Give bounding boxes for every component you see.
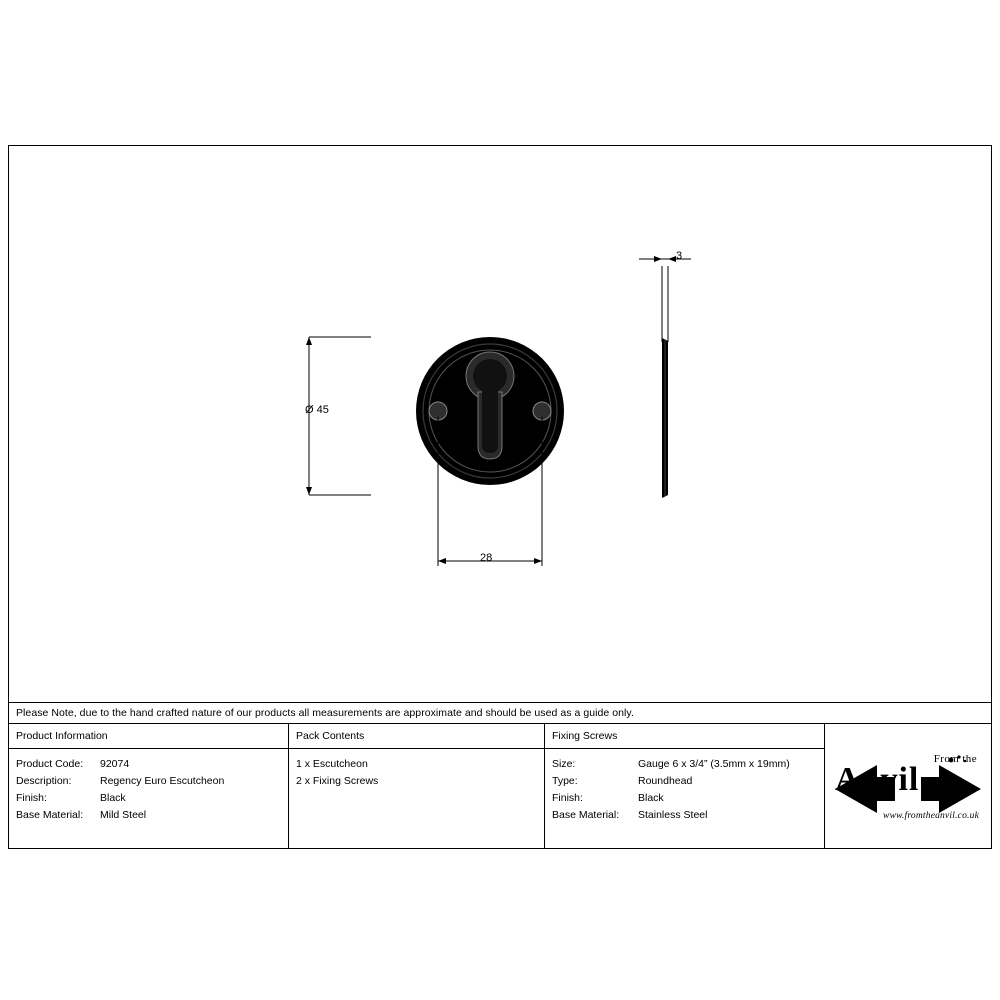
diameter-dimension	[306, 337, 371, 495]
thickness-label: 3	[676, 250, 683, 262]
table-row	[552, 807, 824, 824]
table-row	[16, 773, 288, 790]
brand-logo	[825, 724, 991, 848]
screw-base-material-label: Base Material:	[552, 809, 620, 821]
thickness-dimension	[639, 256, 691, 342]
list-item: 2 x Fixing Screws	[296, 775, 379, 787]
finish-value: Black	[100, 792, 126, 804]
technical-drawing-sheet	[8, 145, 992, 849]
fixing-screws-list	[545, 748, 824, 824]
pack-contents-column	[289, 724, 545, 848]
logo-brand-text: Anvil	[835, 761, 920, 798]
measurement-note	[9, 702, 991, 724]
fixing-screws-heading: Fixing Screws	[552, 730, 618, 742]
screw-size-label: Size:	[552, 758, 576, 770]
column-divider	[545, 748, 824, 749]
pack-contents-heading: Pack Contents	[296, 730, 365, 742]
product-information-column	[9, 724, 289, 848]
screw-type-value: Roundhead	[638, 775, 693, 787]
screw-size-value: Gauge 6 x 3/4” (3.5mm x 19mm)	[638, 758, 790, 770]
table-row	[552, 790, 824, 807]
product-code-value: 92074	[100, 758, 130, 770]
product-information-list	[9, 748, 288, 824]
base-material-label: Base Material:	[16, 809, 84, 821]
screw-finish-label: Finish:	[552, 792, 583, 804]
product-code-label: Product Code:	[16, 758, 84, 770]
drawing-area	[9, 146, 991, 702]
info-table	[9, 724, 991, 848]
logo-from-the-text: From the	[933, 753, 977, 765]
column-divider	[289, 748, 544, 749]
description-label: Description:	[16, 775, 72, 787]
column-divider	[9, 748, 288, 749]
finish-label: Finish:	[16, 792, 47, 804]
list-item: 1 x Escutcheon	[296, 758, 368, 770]
fixing-screws-column	[545, 724, 825, 848]
side-view	[662, 338, 668, 498]
table-row	[552, 756, 824, 773]
base-material-value: Mild Steel	[100, 809, 147, 821]
logo-website-url: www.fromtheanvil.co.uk	[883, 811, 979, 821]
product-information-heading: Product Information	[16, 730, 108, 742]
table-row	[16, 790, 288, 807]
diameter-label: Ø 45	[305, 404, 329, 416]
screw-type-label: Type:	[552, 775, 578, 787]
pack-contents-list	[289, 748, 544, 790]
table-row	[16, 807, 288, 824]
screw-base-material-value: Stainless Steel	[638, 809, 708, 821]
escutcheon-drawing	[9, 146, 991, 702]
screw-finish-value: Black	[638, 792, 664, 804]
table-row	[16, 756, 288, 773]
brand-logo-column	[825, 724, 991, 848]
measurement-note-text: Please Note, due to the hand crafted nature of our products all measurements are approximate and should be used as a guide only.	[16, 707, 634, 719]
description-value: Regency Euro Escutcheon	[100, 775, 225, 787]
width-label: 28	[480, 552, 493, 564]
table-row	[552, 773, 824, 790]
